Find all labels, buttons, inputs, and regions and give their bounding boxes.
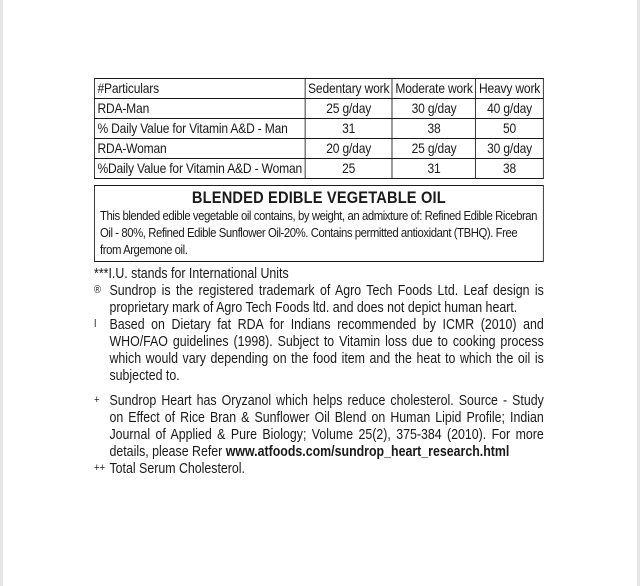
footnote-mark: *** [94,266,109,282]
blend-info-box [94,185,544,262]
registered-mark-icon: ® [94,284,101,296]
footnote-text: Total Serum Cholesterol. [109,461,245,477]
footnote-text: Sundrop Heart has Oryzanol which helps reduce cholesterol. Source - Study on Effect of Rice Bran & Sunflower Oil Blend on Human Lipid Profile; Indian Journal of Applied & Pure Biology; Volume 25(2), 375-384 (2010). For more details, please Refer [109,393,544,460]
table-row [94,99,543,119]
table-cell: 38 [476,159,544,179]
table-cell: 30 g/day [392,99,475,119]
table-cell: 40 g/day [476,99,544,119]
footnote-mark: ++ [94,462,106,474]
footnote-cholesterol [94,461,544,478]
table-header-row [94,79,543,99]
table-cell: 25 g/day [392,139,475,159]
research-link[interactable]: www.atfoods.com/sundrop_heart_research.html [225,444,510,460]
table-row [94,139,543,159]
row-label: %Daily Value for Vitamin A&D - Woman [94,159,305,179]
table-cell: 25 [305,159,392,179]
table-cell: 20 g/day [305,139,392,159]
nutrition-table [94,78,544,179]
header-moderate: Moderate work [392,79,475,99]
header-sedentary: Sedentary work [305,79,392,99]
row-label: RDA-Man [94,99,305,119]
row-label: RDA-Woman [94,139,305,159]
footnote-mark: + [94,394,100,406]
footnote-trademark [94,283,544,317]
footnotes [94,266,544,478]
page-frame-left [0,0,3,586]
blend-description: This blended edible vegetable oil contains, by weight, an admixture of: Refined Edible Ricebran Oil - 80%, Refined Edible Sunflower Oil-20%. Contains permitted antioxidant (TBHQ). Free from Argemone oil. [100,208,538,257]
table-cell: 38 [392,119,475,139]
blend-title: BLENDED EDIBLE VEGETABLE OIL [191,188,446,207]
footnote-text: I.U. stands for International Units [108,266,289,282]
table-row [94,159,543,179]
table-cell: 31 [305,119,392,139]
table-cell: 25 g/day [305,99,392,119]
table-cell: 31 [392,159,475,179]
footnote-mark: ǀ [94,318,97,330]
footnote-rda [94,317,544,385]
table-row [94,119,543,139]
row-label: % Daily Value for Vitamin A&D - Man [94,119,305,139]
footnote-text: Sundrop is the registered trademark of Agro Tech Foods Ltd. Leaf design is proprietary mark of Agro Tech Foods ltd. and does not depict human heart. [109,283,544,316]
footnote-text: Based on Dietary fat RDA for Indians recommended by ICMR (2010) and WHO/FAO guidelines (1998). Subject to Vitamin loss due to cooking process which would vary depending on the food item and the heat to which the oil is subjected to. [109,317,544,384]
product-label [94,78,544,478]
footnote-oryzanol [94,393,544,461]
footnote-iu [94,266,544,283]
table-cell: 30 g/day [476,139,544,159]
header-heavy: Heavy work [476,79,544,99]
header-particulars: #Particulars [94,79,305,99]
table-cell: 50 [476,119,544,139]
